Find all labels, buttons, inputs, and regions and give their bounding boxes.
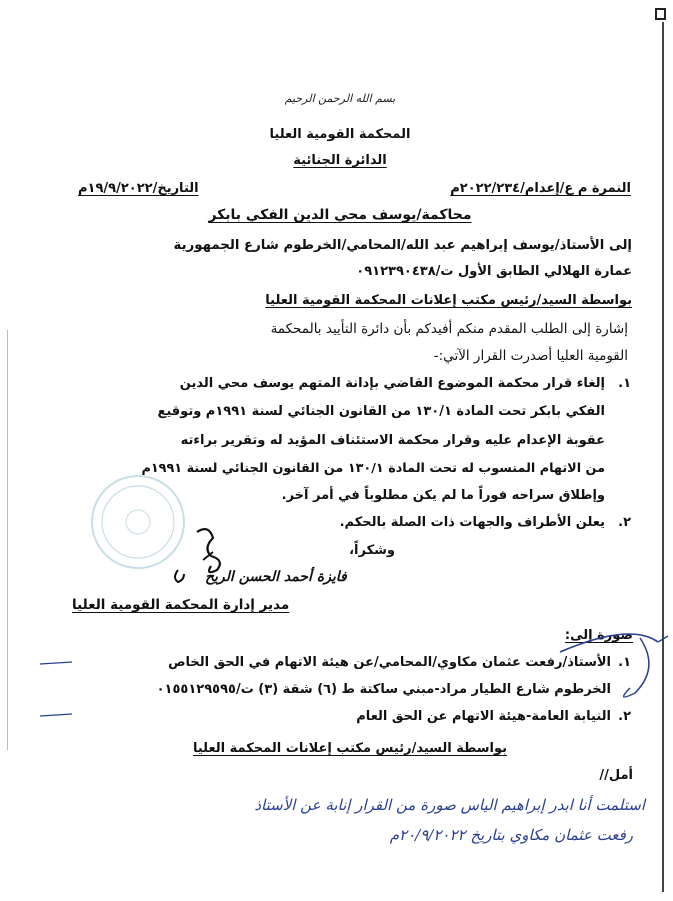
decision-1-line-4: من الاتهام المنسوب له تحت المادة ١٣٠/١ من القانون الجنائي لسنة ١٩٩١م bbox=[141, 461, 605, 476]
intro-line-1: إشارة إلى الطلب المقدم منكم أفيدكم بأن دائرة التأييد بالمحكمة bbox=[270, 321, 628, 337]
copy-2-line-1: النيابة العامة-هيئة الاتهام عن الحق العام bbox=[356, 709, 611, 724]
via-clerk-top: بواسطة السيد/رئيس مكتب إعلانات المحكمة القومية العليا bbox=[265, 293, 632, 308]
document-date: التاريخ/١٩/٩/٢٠٢٢م bbox=[78, 181, 199, 196]
via-clerk-bottom: بواسطة السيد/رئيس مكتب إعلانات المحكمة العليا bbox=[192, 741, 508, 756]
handwritten-note-line-1: استلمت أنا ابدر إبراهيم الياس صورة من القرار إنابة عن الأستاذ bbox=[254, 796, 645, 814]
signatory-title: مدير إدارة المحكمة القومية العليا bbox=[72, 597, 290, 613]
copy-1-line-2: الخرطوم شارع الطيار مراد-مبني ساكتة ط (٦) شقة (٣) ت/٠١٥٥١٢٩٥٩٥ bbox=[156, 682, 611, 697]
court-name: المحكمة القومية العليا bbox=[269, 127, 411, 142]
handwritten-note-line-2: رفعت عثمان مكاوي بتاريخ ٢٠/٩/٢٠٢٢م bbox=[389, 826, 633, 844]
circuit-name: الدائرة الجنائية bbox=[293, 153, 387, 168]
decision-1-line-3: عقوبة الإعدام عليه وقرار محكمة الاستئناف المؤيد له وتقرير براءته bbox=[180, 433, 605, 448]
decision-1-line-5: وإطلاق سراحه فوراً ما لم يكن مطلوباً في أمر آخر. bbox=[281, 488, 605, 503]
basmala-calligraphy: بسم الله الرحمن الرحيم bbox=[284, 92, 396, 105]
decision-1-line-1: إلغاء قرار محكمة الموضوع القاضي بإدانة المتهم يوسف محي الدين bbox=[179, 376, 605, 391]
copy-1-line-1: الأستاذ/رفعت عثمان مكاوي/المحامي/عن هيئة الاتهام في الحق الخاص bbox=[168, 655, 611, 670]
decision-1-number: ١. bbox=[618, 376, 631, 391]
signatory-name: فايزة أحمد الحسن الريح bbox=[205, 569, 347, 585]
copy-to-heading: صورة إلى: bbox=[564, 628, 633, 643]
decision-2-number: ٢. bbox=[618, 515, 631, 530]
pen-bracket-mark bbox=[560, 634, 668, 697]
case-title: محاكمة/يوسف محي الدين الفكي بابكر bbox=[208, 207, 472, 223]
addressee-line-1: إلى الأستاذ/يوسف إبراهيم عبد الله/المحامي/الخرطوم شارع الجمهورية bbox=[173, 238, 632, 253]
decision-2-line-1: يعلن الأطراف والجهات ذات الصلة بالحكم. bbox=[339, 515, 605, 530]
intro-line-2: القومية العليا أصدرت القرار الآتي:- bbox=[433, 348, 628, 364]
copy-2-number: ٢. bbox=[618, 709, 631, 724]
pen-tick-copy-2 bbox=[40, 714, 72, 716]
closing-initials: أمل// bbox=[599, 768, 633, 783]
thanks: وشكراً، bbox=[349, 543, 395, 558]
copy-1-number: ١. bbox=[618, 655, 631, 670]
official-stamp bbox=[92, 476, 184, 568]
decision-1-line-2: الفكي بابكر تحت المادة ١٣٠/١ من القانون الجنائي لسنة ١٩٩١م وتوقيع bbox=[157, 404, 605, 419]
pen-tick-copy-1 bbox=[40, 662, 72, 664]
addressee-line-2: عمارة الهلالي الطابق الأول ت/٠٩١٢٣٩٠٤٣٨ bbox=[356, 264, 632, 279]
reference-number: النمرة م ع/إعدام/٢٠٢٢/٢٣٤م bbox=[450, 181, 631, 196]
